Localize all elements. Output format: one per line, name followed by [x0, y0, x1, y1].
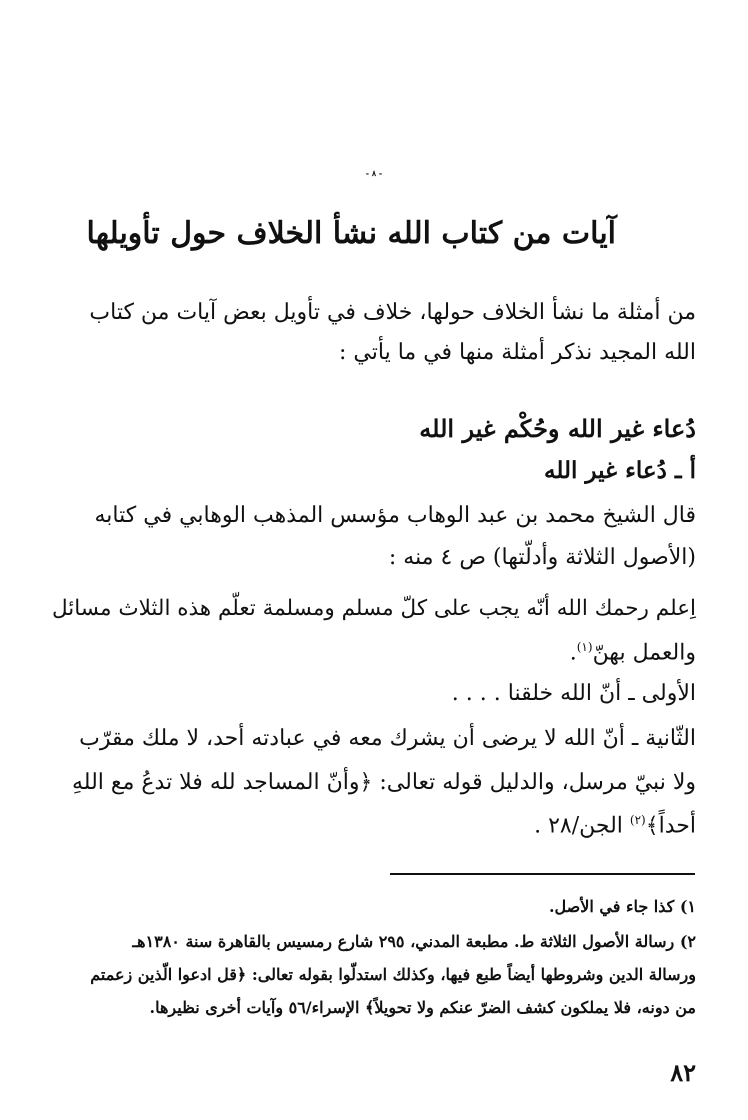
footnote-divider	[390, 873, 695, 875]
section-heading: دُعاء غير الله وحُكْم غير الله	[419, 414, 696, 443]
footnote-2-line-3: من دونه، فلا يملكون كشف الضرّ عنكم ولا تحويلاً﴾ الإسراء/٥٦ وآيات أخرى نظيرها.	[149, 998, 696, 1017]
quote-intro-line-2: (الأصول الثلاثة وأدلّتها) ص ٤ منه :	[388, 545, 696, 570]
footnote-2-line-1: ٢) رسالة الأصول الثلاثة ط. مطبعة المدني، ٢٩٥ شارع رمسيس بالقاهرة سنة ١٣٨٠هـ	[132, 932, 696, 951]
quote-second-line-3	[534, 813, 696, 838]
footnote-ref-1: (١)	[576, 640, 593, 654]
footnote-1: ١) كذا جاء في الأصل.	[548, 897, 696, 916]
intro-line-1: من أمثلة ما نشأ الخلاف حولها، خلاف في تأويل بعض آيات من كتاب	[89, 300, 696, 325]
quote-intro-line-1: قال الشيخ محمد بن عبد الوهاب مؤسس المذهب الوهابي في كتابه	[94, 503, 696, 528]
quote-line-2-text: والعمل بهنّ	[592, 640, 696, 666]
quote-first-point: الأولى ـ أنّ الله خلقنا . . . .	[451, 681, 696, 706]
subsection-heading: أ ـ دُعاء غير الله	[544, 457, 696, 484]
intro-line-2: الله المجيد نذكر أمثلة منها في ما يأتي :	[339, 340, 696, 365]
chapter-title: آيات من كتاب الله نشأ الخلاف حول تأويلها	[86, 216, 616, 251]
footnote-2-line-2: ورسالة الدين وشروطها أيضاً طبع فيها، وكذلك استدلّوا بقوله تعالى: ﴿قل ادعوا الّذين زعمتم	[90, 965, 696, 984]
quote-line-2-end: .	[569, 640, 577, 666]
quote-second-line-3-end: الجن/٢٨ .	[534, 813, 630, 839]
page-number: ٨٢	[670, 1058, 696, 1087]
quote-second-line-3-text: أحداً﴾	[645, 813, 696, 839]
quote-second-line-1: الثّانية ـ أنّ الله لا يرضى أن يشرك معه في عبادته أحد، لا ملك مقرّب	[79, 726, 696, 751]
quote-line-2	[570, 640, 696, 665]
footnote-ref-2: (٢)	[629, 813, 646, 827]
quote-line-1: اِعلم رحمك الله أنّه يجب على كلّ مسلم ومسلمة تعلّم هذه الثلاث مسائل	[51, 596, 696, 621]
chapter-number: - ٨ -	[365, 168, 383, 178]
quote-second-line-2: ولا نبيّ مرسل، والدليل قوله تعالى: ﴿وأنّ المساجد لله فلا تدعُ مع اللهِ	[72, 770, 696, 795]
